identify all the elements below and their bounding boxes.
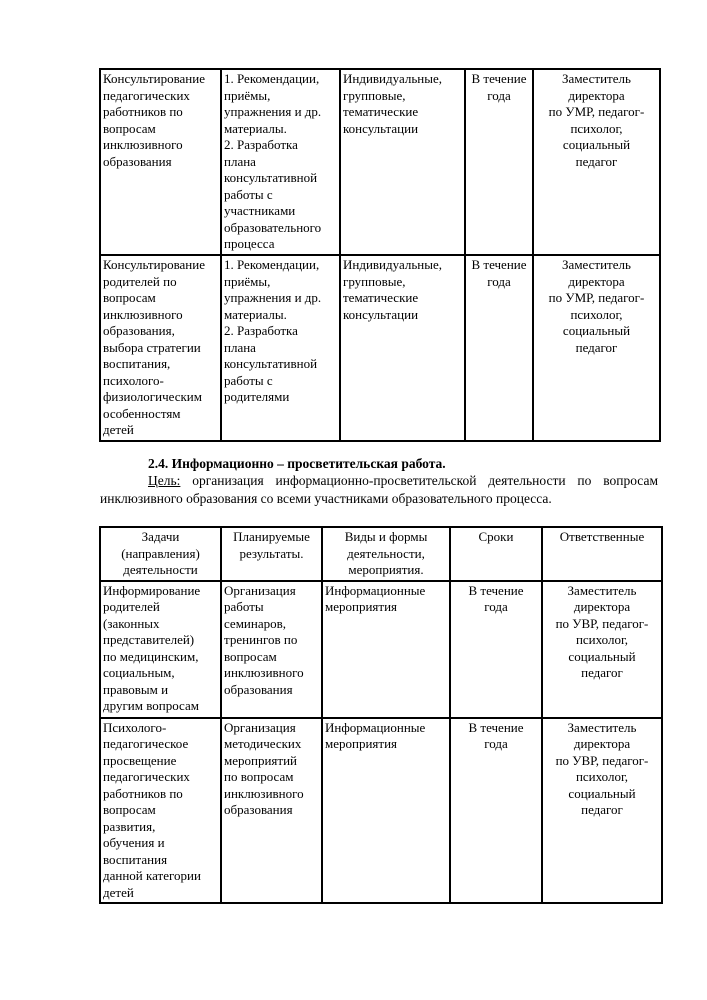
term-cell: В течение года: [465, 69, 533, 255]
task-cell: Информирование родителей (законных представителей) по медицинским, социальным, правовым и другим вопросам: [100, 581, 221, 718]
column-header-tasks: Задачи (направления) деятельности: [100, 527, 221, 581]
result-cell: 1. Рекомендации, приёмы, упражнения и др. материалы. 2. Разработка плана консультативной работы с участниками образовательного процесса: [221, 69, 340, 255]
table-row: [100, 69, 660, 255]
section-goal: [100, 472, 658, 508]
responsible-cell: Заместитель директора по УМР, педагог- психолог, социальный педагог: [533, 69, 660, 255]
responsible-cell: Заместитель директора по УВР, педагог- психолог, социальный педагог: [542, 581, 662, 718]
task-cell: Психолого- педагогическое просвещение педагогических работников по вопросам развития, обучения и воспитания данной категории детей: [100, 718, 221, 904]
column-header-terms: Сроки: [450, 527, 542, 581]
consultation-table: [99, 68, 661, 442]
table-header-row: [100, 527, 662, 581]
goal-label: Цель:: [148, 473, 181, 488]
form-cell: Информационные мероприятия: [322, 581, 450, 718]
result-cell: 1. Рекомендации, приёмы, упражнения и др. материалы. 2. Разработка плана консультативной работы с родителями: [221, 255, 340, 441]
form-cell: Индивидуальные, групповые, тематические консультации: [340, 69, 465, 255]
result-cell: Организация работы семинаров, тренингов по вопросам инклюзивного образования: [221, 581, 322, 718]
term-cell: В течение года: [465, 255, 533, 441]
column-header-forms: Виды и формы деятельности, мероприятия.: [322, 527, 450, 581]
responsible-cell: Заместитель директора по УВР, педагог- психолог, социальный педагог: [542, 718, 662, 904]
column-header-responsible: Ответственные: [542, 527, 662, 581]
responsible-cell: Заместитель директора по УМР, педагог- психолог, социальный педагог: [533, 255, 660, 441]
table-row: [100, 581, 662, 718]
result-cell: Организация методических мероприятий по вопросам инклюзивного образования: [221, 718, 322, 904]
form-cell: Информационные мероприятия: [322, 718, 450, 904]
information-table: [99, 526, 663, 904]
section-heading: 2.4. Информационно – просветительская работа.: [148, 456, 446, 471]
goal-text: организация информационно-просветительской деятельности по вопросам инклюзивного образования со всеми участниками образовательного процесса.: [100, 473, 658, 506]
task-cell: Консультирование родителей по вопросам инклюзивного образования, выбора стратегии воспитания, психолого- физиологическим особенностям детей: [100, 255, 221, 441]
column-header-results: Планируемые результаты.: [221, 527, 322, 581]
task-cell: Консультирование педагогических работников по вопросам инклюзивного образования: [100, 69, 221, 255]
form-cell: Индивидуальные, групповые, тематические консультации: [340, 255, 465, 441]
term-cell: В течение года: [450, 718, 542, 904]
term-cell: В течение года: [450, 581, 542, 718]
table-row: [100, 255, 660, 441]
table-row: [100, 718, 662, 904]
